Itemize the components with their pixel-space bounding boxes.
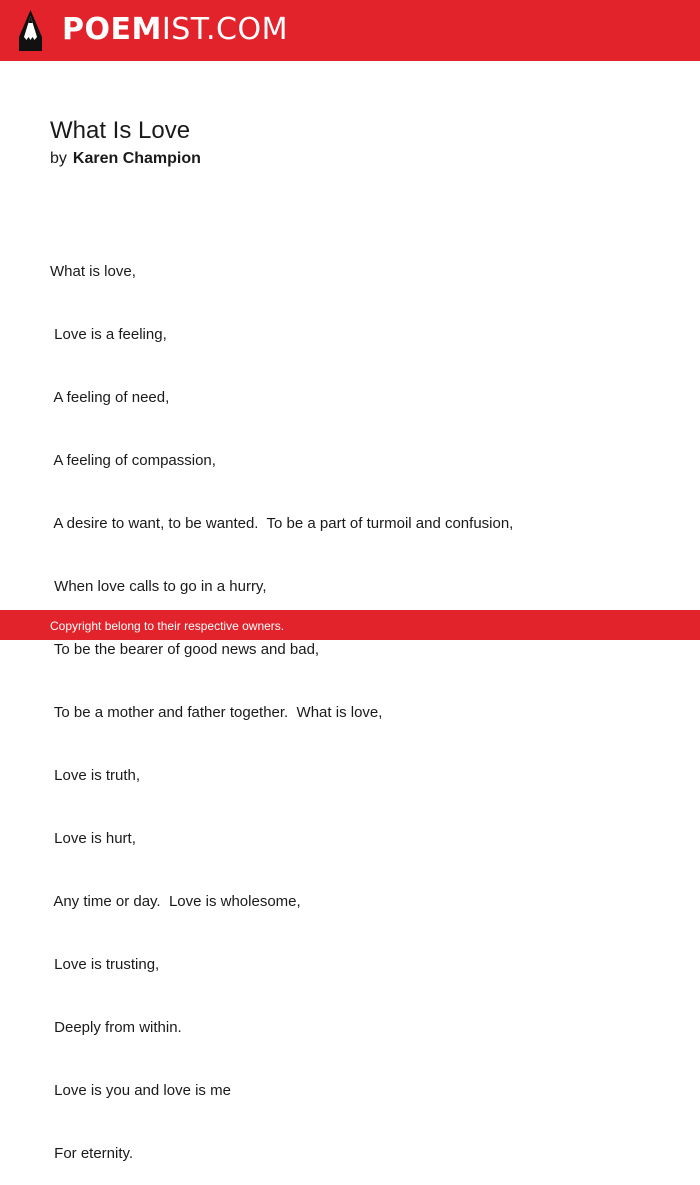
pencil-tip-icon[interactable] [18,10,43,51]
copyright-text: Copyright belong to their respective owners. [50,619,285,633]
poem-line: A feeling of compassion, [50,452,216,469]
poem-line: What is love, [50,263,136,280]
poem-line: Love is hurt, [50,830,136,847]
site-logo-link[interactable] [62,12,288,48]
poem-line: Love is you and love is me [50,1082,231,1099]
by-label: by [50,150,67,167]
poem-title: What Is Love [50,117,191,144]
poem-line: To be a mother and father together. What is love, [50,704,383,721]
poem-body [50,219,513,1185]
brand-light-text: IST.COM [161,12,288,47]
poem-line: To be the bearer of good news and bad, [50,641,320,658]
poem-line: Deeply from within. [50,1019,182,1036]
poem-line: A feeling of need, [50,389,170,406]
author-name[interactable]: Karen Champion [72,150,201,167]
poem-byline [50,148,201,170]
site-header [0,0,700,61]
brand-bold-text: POEM [62,12,162,47]
poem-line: A desire to want, to be wanted. To be a part of turmoil and confusion, [50,515,514,532]
site-footer [0,610,700,640]
poem-line: When love calls to go in a hurry, [50,578,267,595]
poem-line: Any time or day. Love is wholesome, [50,893,301,910]
poem-line: Love is truth, [50,767,141,784]
poem-line: For eternity. [50,1145,134,1162]
poem-line: Love is a feeling, [50,326,167,343]
poem-line: Love is trusting, [50,956,160,973]
